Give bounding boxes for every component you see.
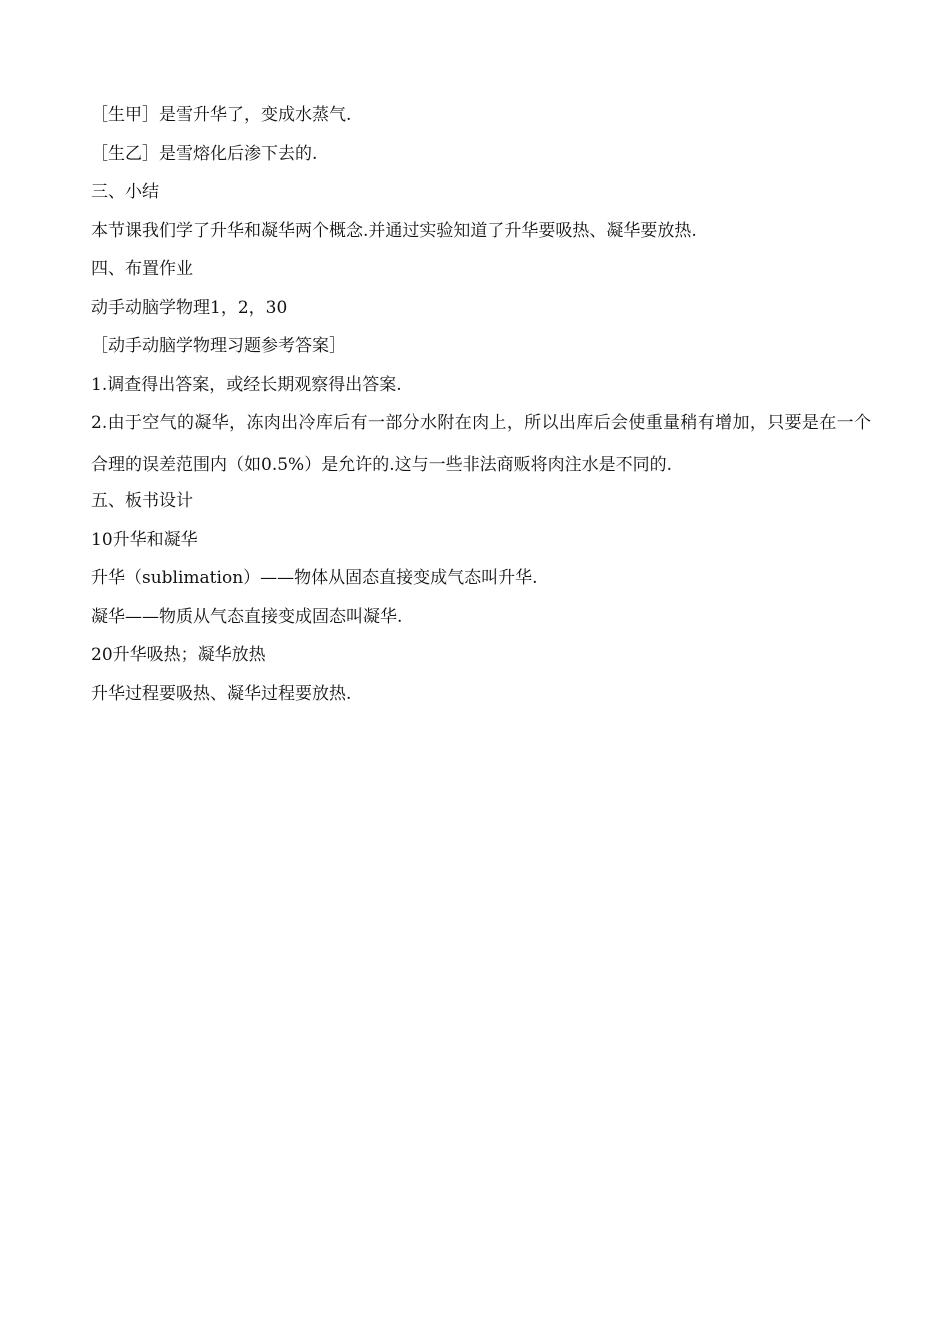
section-summary-heading: 三、小结	[91, 182, 159, 202]
section-board-heading: 五、板书设计	[91, 491, 193, 511]
student-a-answer: ［生甲］是雪升华了，变成水蒸气.	[91, 105, 352, 125]
answers-heading: ［动手动脑学物理习题参考答案］	[91, 336, 346, 356]
board-sublimation-def: 升华（sublimation）——物体从固态直接变成气态叫升华.	[91, 568, 538, 588]
summary-text: 本节课我们学了升华和凝华两个概念.并通过实验知道了升华要吸热、凝华要放热.	[91, 220, 697, 241]
document-body	[91, 96, 871, 713]
board-heat-text: 升华过程要吸热、凝华过程要放热.	[91, 683, 352, 704]
answer-2: 2.由于空气的凝华，冻肉出冷库后有一部分水附在肉上，所以出库后会使重量稍有增加，只要是在一个合理的误差范围内（如0.5%）是允许的.这与一些非法商贩将肉注水是不同的.	[91, 413, 871, 475]
board-heat-title: 20升华吸热；凝华放热	[91, 645, 266, 665]
board-deposition-def: 凝华——物质从气态直接变成固态叫凝华.	[91, 606, 403, 627]
student-b-answer: ［生乙］是雪熔化后渗下去的.	[91, 143, 318, 164]
homework-text: 动手动脑学物理1，2，30	[91, 297, 288, 318]
answer-1: 1.调查得出答案，或经长期观察得出答案.	[91, 374, 402, 395]
board-title: 10升华和凝华	[91, 529, 198, 550]
section-homework-heading: 四、布置作业	[91, 259, 193, 279]
